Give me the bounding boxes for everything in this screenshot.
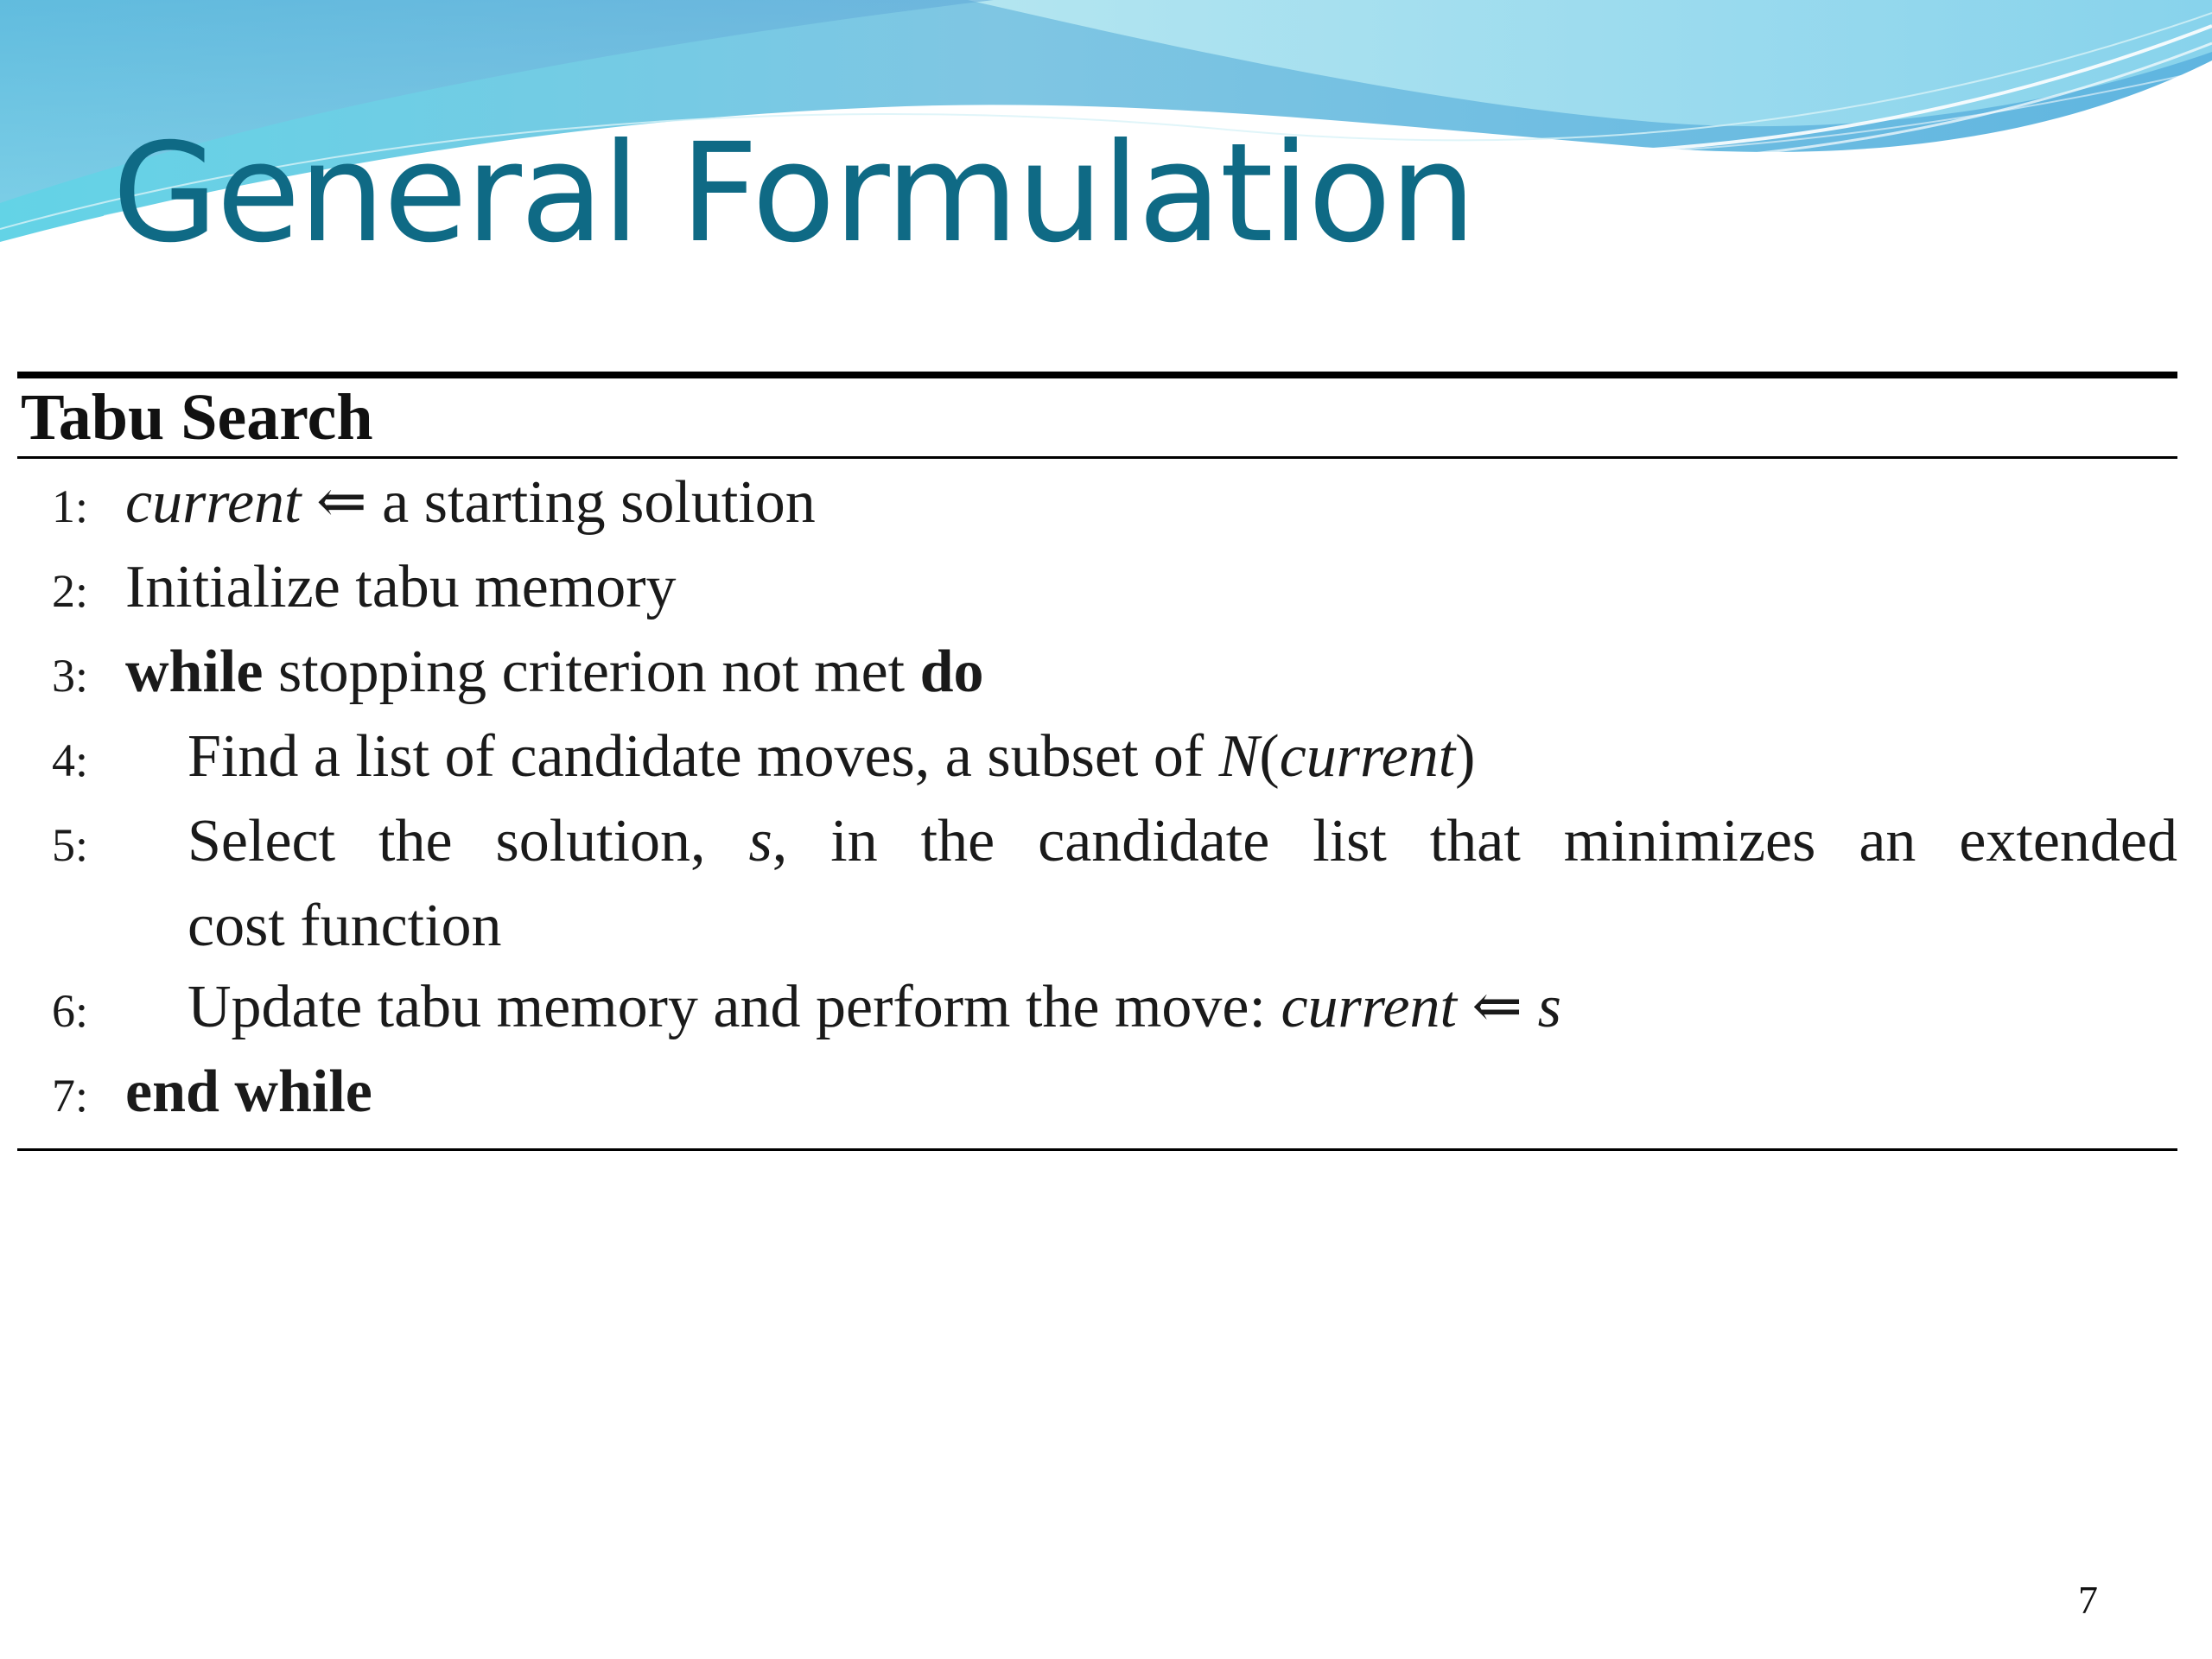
step-number: 6:	[52, 985, 89, 1037]
algorithm-step-5	[17, 801, 2177, 886]
algorithm-title: Tabu Search	[21, 381, 373, 454]
page-number: 7	[2078, 1578, 2098, 1622]
algorithm-step-4	[17, 716, 2177, 801]
step-content: Update tabu memory and perform the move:	[188, 974, 1266, 1040]
step-number: 1:	[52, 480, 89, 532]
step-content: a starting solution	[382, 469, 816, 536]
algorithm-step-5-continuation: cost function	[188, 893, 502, 959]
step-number: 5:	[52, 819, 89, 871]
step-text	[125, 967, 2177, 1048]
variable-s: s	[1537, 974, 1561, 1040]
step-text	[125, 801, 2177, 882]
slide-title: General Formulation	[112, 114, 1475, 273]
algorithm-box	[17, 372, 2177, 1151]
variable-current: current	[1279, 723, 1456, 790]
algorithm-steps	[17, 459, 2177, 1148]
algorithm-step-1	[17, 462, 2177, 547]
step-content: Find a list of candidate moves, a subset of	[188, 723, 1205, 790]
algorithm-top-rule	[17, 372, 2177, 378]
algorithm-step-7	[17, 1052, 2177, 1136]
keyword-end-while: end while	[125, 1058, 372, 1125]
variable-s: s	[748, 808, 772, 874]
keyword-do: do	[919, 639, 984, 705]
step-number: 3:	[52, 650, 89, 702]
variable-current: current	[1281, 974, 1457, 1040]
step-number: 2:	[52, 565, 89, 617]
algorithm-step-3	[17, 632, 2177, 716]
step-content-continued: , in the candidate list that minimizes an extended	[772, 808, 2178, 874]
open-paren: (	[1259, 723, 1280, 790]
step-text	[125, 632, 2177, 713]
algorithm-step-6	[17, 967, 2177, 1052]
step-content: stopping criterion not met	[277, 639, 906, 705]
step-text	[125, 716, 2177, 798]
close-paren: )	[1455, 723, 1476, 790]
algorithm-bottom-rule	[17, 1148, 2177, 1151]
variable-current: current	[125, 469, 302, 536]
step-content: Initialize tabu memory	[125, 554, 677, 620]
step-number: 4:	[52, 734, 89, 786]
keyword-while: while	[125, 639, 264, 705]
function-n: N	[1218, 723, 1260, 790]
assign-arrow: ⇐	[315, 469, 367, 536]
step-text	[125, 462, 2177, 543]
step-content: Select the solution,	[188, 808, 706, 874]
step-number: 7:	[52, 1070, 89, 1122]
algorithm-step-2	[17, 547, 2177, 632]
assign-arrow: ⇐	[1471, 974, 1523, 1040]
